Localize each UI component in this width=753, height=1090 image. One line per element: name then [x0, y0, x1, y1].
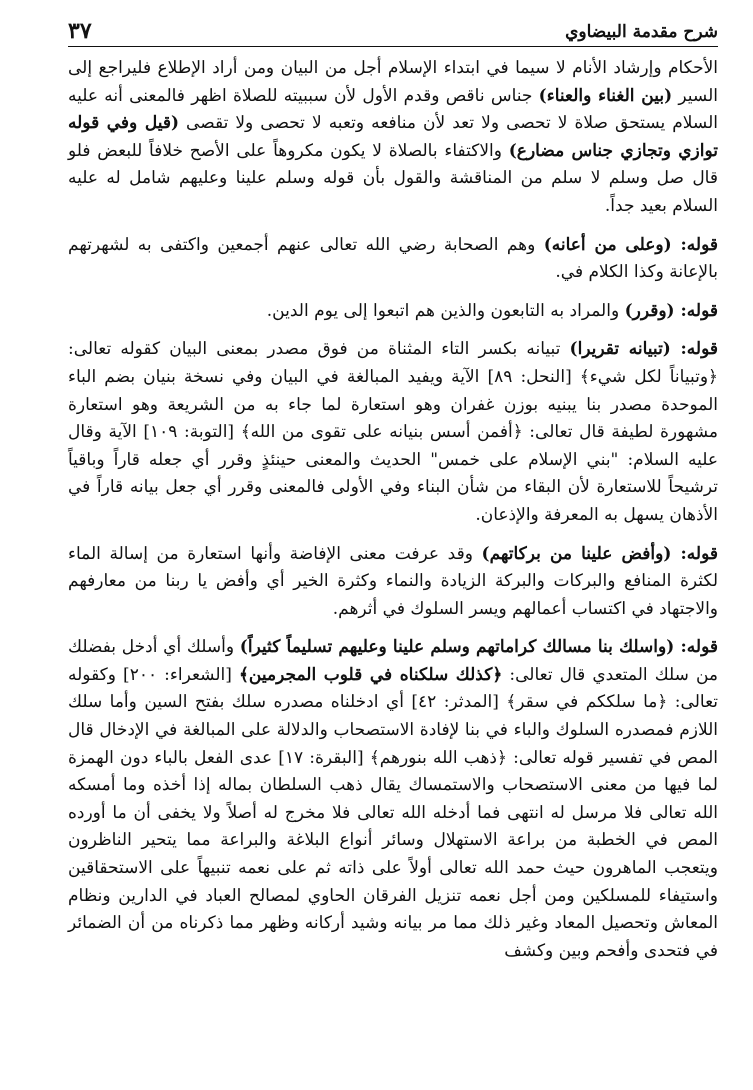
text-run: [الشعراء: ٢٠٠] وكقوله تعالى: ﴿ما سلككم في سقر﴾ [المدثر: ٤٢] أي ادخلناه مصدره سلك بفتح السين وأما سلك اللازم فمصدره السلوك والباء في بنا لإفادة الاستصحاب والدلالة على المبالغة في الإدخال قال المص في تفسير قوله تعالى: ﴿ذهب الله بنورهم﴾ [البقرة: ١٧] عدى الفعل بالباء دون الهمزة لما فيها من معنى الاستصحاب والاستمساك يقال ذهب السلطان بماله إذا أخذه وما أمسكه الله تعالى فلا مرسل له انتهى فما أدخله الله تعالى فلا مخرج له أصلاً ولا يخفى أن ما أورده المص في الخطبة من براعة الاستهلال وسائر أنواع البلاغة والبراعة مما يتحير الناظرون ويتعجب الماهرون حيث حمد الله تعالى أولاً على ذاته ثم على نعمه تنبيهاً على الاستحقاقين واستيفاء للمسلكين ومن أجل نعمه تنزيل الفرقان الحاوي لمصالح العباد في الدارين ونظام المعاش وتحصيل المعاد وغير ذلك مما مر بيانه وشيد أركانه وظهر مما ذكرناه من أن الضمائر في فتحدى وأفحم وبين وكشف	[68, 664, 718, 961]
paragraph-2	[68, 232, 718, 287]
text-run: والمراد به التابعون والذين هم اتبعوا إلى يوم الدين.	[266, 300, 625, 321]
quoted-phrase: (تبيانه تقريرا)	[569, 339, 671, 360]
bold-phrase: (بين الغناء والعناء)	[538, 85, 673, 106]
bold-phrase: (قيل وفي قوله توازي وتجازي جناس مضارع)	[68, 113, 718, 161]
paragraph-6	[68, 634, 718, 965]
text-run: جناس ناقص وقدم الأول لأن سببيته للصلاة اظهر فالمعنى أنه عليه السلام يستحق صلاة لا تحصى ولا تعد لأن منافعه وتعبه لا تحصى ولا تقصى	[68, 85, 718, 134]
paragraph-3	[68, 298, 718, 326]
paragraph-5	[68, 541, 718, 624]
quoted-phrase: (وقرر)	[624, 300, 675, 321]
qawluhu-label: قوله:	[671, 543, 718, 564]
quoted-phrase: (وعلى من أعانه)	[543, 234, 672, 255]
quoted-phrase: (وأفض علينا من بركاتهم)	[481, 543, 672, 564]
text-run: وقد عرفت معنى الإفاضة وأنها استعارة من إسالة الماء لكثرة المنافع والبركات والبركة الزيادة والنماء وكثرة الخير أي وأفض يا ربنا من معارفهم والاجتهاد في اكتساب أعمالهم ويسر السلوك في أثرهم.	[68, 543, 718, 619]
paragraph-1	[68, 55, 718, 221]
qawluhu-label: قوله:	[674, 637, 718, 658]
page-body	[68, 55, 718, 965]
text-run: الأحكام وإرشاد الأنام لا سيما في ابتداء الإسلام أجل من البيان ومن أراد الإطلاع فليراجع إلى السير	[68, 58, 719, 106]
page-header	[68, 14, 718, 47]
text-run: والاكتفاء بالصلاة لا يكون مكروهاً على الأصح خلافاً للبعض فلو قال صل وسلم لا سلم من المناقشة والقول بأن قوله وسلم علينا وعليهم شامل له عليه السلام بعيد جداً.	[68, 140, 718, 216]
text-run: وأسلك أي أدخل بفضلك من سلك المتعدي قال تعالى:	[68, 637, 719, 685]
text-run: تبيانه بكسر التاء المثناة من فوق مصدر بمعنى البيان كقوله تعالى: ﴿وتبياناً لكل شيء﴾ [النحل: ٨٩] الآية ويفيد المبالغة في البيان وفي نسخة بنيان بضم الباء الموحدة مصدر بنا يبنيه بوزن غفران وهو استعارة لما جاء به من الشريعة وهو استعارة مشهورة لطيفة قال تعالى: ﴿أفمن أسس بنيانه على تقوى من الله﴾ [التوبة: ١٠٩] الآية وقال عليه السلام: "بني الإسلام على خمس" الحديث والمعنى حينئذٍ وقرر أي جعله قاراً وباقياً ترشيحاً للاستعارة لأن البقاء من شأن البناء وفي الأولى فالمعنى وقرر أي جعل بيانه قاراً في الأذهان يسهل به المعرفة والإذعان.	[68, 339, 719, 525]
qawluhu-label: قوله:	[670, 339, 718, 360]
quoted-phrase: (واسلك بنا مسالك كراماتهم وسلم علينا وعليهم تسليماً كثيراً)	[239, 637, 675, 658]
running-title: شرح مقدمة البيضاوي	[565, 22, 718, 42]
qawluhu-label: قوله:	[674, 300, 718, 321]
qawluhu-label: قوله:	[671, 234, 718, 255]
text-run: وهم الصحابة رضي الله تعالى عنهم أجمعين واكتفى به لشهرتهم بالإعانة وكذا الكلام في.	[68, 234, 718, 283]
page-number: ٣٧	[68, 18, 92, 44]
paragraph-4	[68, 336, 718, 529]
book-page	[68, 14, 718, 1084]
quran-verse: ﴿كذلك سلكناه في قلوب المجرمين﴾	[238, 664, 503, 685]
